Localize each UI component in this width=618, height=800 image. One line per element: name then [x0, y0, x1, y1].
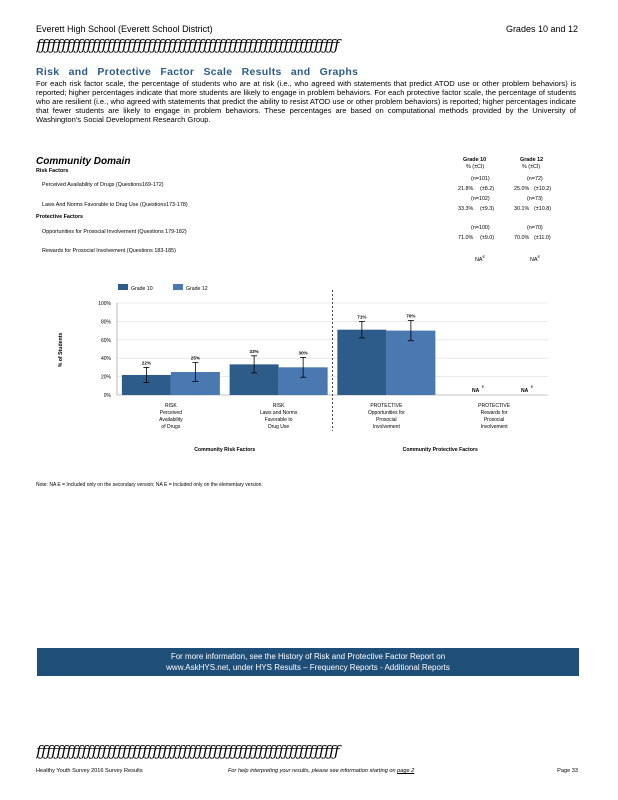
row3-n1: (n=100)	[471, 225, 490, 231]
x-category-label: Involvement	[480, 424, 508, 430]
row3-label: Opportunities for Prosocial Involvement (Questions 179-182)	[42, 229, 187, 235]
row4-label: Rewards for Prosocial Involvement (Questions 183-185)	[42, 248, 176, 254]
footer-rule: ƒƒƒƒƒƒƒƒƒƒƒƒƒƒƒƒƒƒƒƒƒƒƒƒƒƒƒƒƒƒƒƒƒƒƒƒƒƒƒƒƒƒƒƒƒƒƒƒƒƒƒƒƒƒƒƒƒƒƒƒ	[36, 742, 340, 760]
row2-ci1: (±9.3)	[480, 206, 495, 212]
x-category-label: PROTECTIVE	[478, 403, 511, 409]
row1-n2: (n=72)	[527, 176, 543, 182]
row1-v2: 25.0%	[514, 186, 530, 192]
row2-v2: 30.1%	[514, 206, 530, 212]
row4-v2: $NA^E$	[530, 254, 541, 263]
info-banner	[37, 648, 579, 676]
bar	[337, 330, 386, 395]
footer-help-text: For help interpreting your results, please see information starting on page 2	[228, 768, 415, 774]
row1-label: Perceived Availability of Drugs (Questions169-172)	[42, 182, 164, 188]
col2-grade: Grade 12	[520, 157, 544, 163]
row2-n2: (n=73)	[527, 196, 543, 202]
grades-label: Grades 10 and 12	[505, 24, 578, 34]
legend-swatch-1	[118, 284, 128, 290]
bar-value-label: 71%	[357, 314, 367, 320]
x-category-label: Laws and Norms	[259, 410, 298, 416]
y-tick-label: 60%	[100, 337, 111, 344]
x-category-label: Drug Use	[268, 424, 290, 430]
y-tick-label: 0%	[103, 393, 111, 399]
risk-factors-label: Risk Factors	[36, 168, 69, 174]
x-category-label: Availability	[159, 417, 183, 423]
bar-na-superscript: E	[530, 384, 534, 389]
row1-v1: 21.8%	[458, 186, 474, 192]
bar-value-label: 33%	[249, 348, 259, 354]
bar-na-label: NA	[472, 388, 480, 394]
x-category-label: Favorable to	[264, 417, 293, 423]
row1-ci2: (±10.2)	[534, 186, 552, 192]
bar-na-label: NA	[521, 388, 529, 394]
x-category-label: Rewards for	[480, 410, 508, 416]
x-category-label: RISK	[272, 403, 285, 409]
header-rule: ƒƒƒƒƒƒƒƒƒƒƒƒƒƒƒƒƒƒƒƒƒƒƒƒƒƒƒƒƒƒƒƒƒƒƒƒƒƒƒƒƒƒƒƒƒƒƒƒƒƒƒƒƒƒƒƒƒƒƒƒ	[36, 36, 340, 54]
row3-n2: (n=70)	[527, 225, 543, 231]
legend-label-1: Grade 10	[131, 286, 153, 292]
section-title: Risk and Protective Factor Scale Results and Graphs	[36, 66, 359, 78]
group-label-protective: Community Protective Factors	[402, 447, 478, 453]
y-tick-label: 40%	[100, 356, 111, 363]
y-tick-label: 100%	[98, 301, 111, 307]
banner-line-1: For more information, see the History of Risk and Protective Factor Report on	[170, 652, 446, 661]
legend-label-2: Grade 12	[186, 286, 208, 292]
x-category-label: PROTECTIVE	[370, 403, 403, 409]
bar-value-label: 25%	[190, 355, 200, 361]
col2-sub: % (±CI)	[522, 164, 541, 170]
x-category-label: Perceived	[159, 410, 182, 416]
banner-line-2: www.AskHYS.net, under HYS Results – Frequency Reports - Additional Reports	[166, 663, 450, 672]
x-category-label: Opportunities for	[367, 410, 405, 416]
row2-v1: 33.3%	[458, 206, 474, 212]
bar-value-label: 30%	[298, 350, 308, 356]
row2-label: Laws And Norms Favorable to Drug Use (Questions173-178)	[42, 202, 188, 208]
row1-ci1: (±8.2)	[480, 186, 495, 192]
protective-factors-label: Protective Factors	[36, 214, 84, 220]
row4-v1: $NA^E$	[475, 254, 486, 263]
y-axis-label: % of Students	[58, 332, 64, 368]
footer-survey-title: Healthy Youth Survey 2016 Survey Results	[36, 768, 143, 774]
x-category-label: Involvement	[372, 424, 400, 430]
school-name: Everett High School (Everett School District)	[36, 24, 213, 34]
bar-value-label: 70%	[406, 313, 416, 319]
domain-title: Community Domain	[36, 156, 131, 167]
legend-swatch-2	[173, 284, 183, 290]
bar-value-label: 22%	[141, 360, 151, 366]
y-tick-label: 80%	[100, 319, 111, 326]
row1-n1: (n=101)	[471, 176, 490, 182]
x-category-label: Prosocial	[376, 417, 397, 423]
row3-ci1: (±9.0)	[480, 235, 495, 241]
col1-sub: % (±CI)	[466, 164, 485, 170]
row2-n1: (n=102)	[471, 196, 490, 202]
col1-grade: Grade 10	[463, 157, 487, 163]
y-tick-label: 20%	[100, 374, 111, 381]
group-label-risk: Community Risk Factors	[194, 447, 256, 453]
row2-ci2: (±10.8)	[534, 206, 552, 212]
bar-na-superscript: E	[481, 384, 485, 389]
x-category-label: Prosocial	[483, 417, 505, 423]
footer-page-link[interactable]: page 2	[397, 768, 415, 774]
row3-ci2: (±11.0)	[534, 235, 551, 241]
x-category-label: RISK	[165, 403, 177, 409]
section-intro: For each risk factor scale, the percentage of students who are at risk (i.e., who agreed with statements that predict ATOD use or other problem behaviors) is reported; higher percentages indicate that more students are likely to engage in problem behaviors. For each protective factor scale, the percentage of students who are resilient (i.e., who agreed with statements that predict the ability to resist ATOD use or other problem behaviors) is reported; higher percentages indicate that fewer students are likely to engage in problem behaviors. These percentages are based on computational methods provided by the University of Washington's Social Development Research Group.	[36, 79, 576, 124]
row3-v2: 70.0%	[514, 235, 530, 241]
row3-v1: 71.0%	[458, 235, 474, 241]
x-category-label: of Drugs	[161, 424, 181, 430]
footnote: Note: NA E = Included only on the secondary version; NA E = Included only on the elementary version.	[36, 482, 263, 488]
footer-page-number: Page 33	[557, 768, 578, 774]
